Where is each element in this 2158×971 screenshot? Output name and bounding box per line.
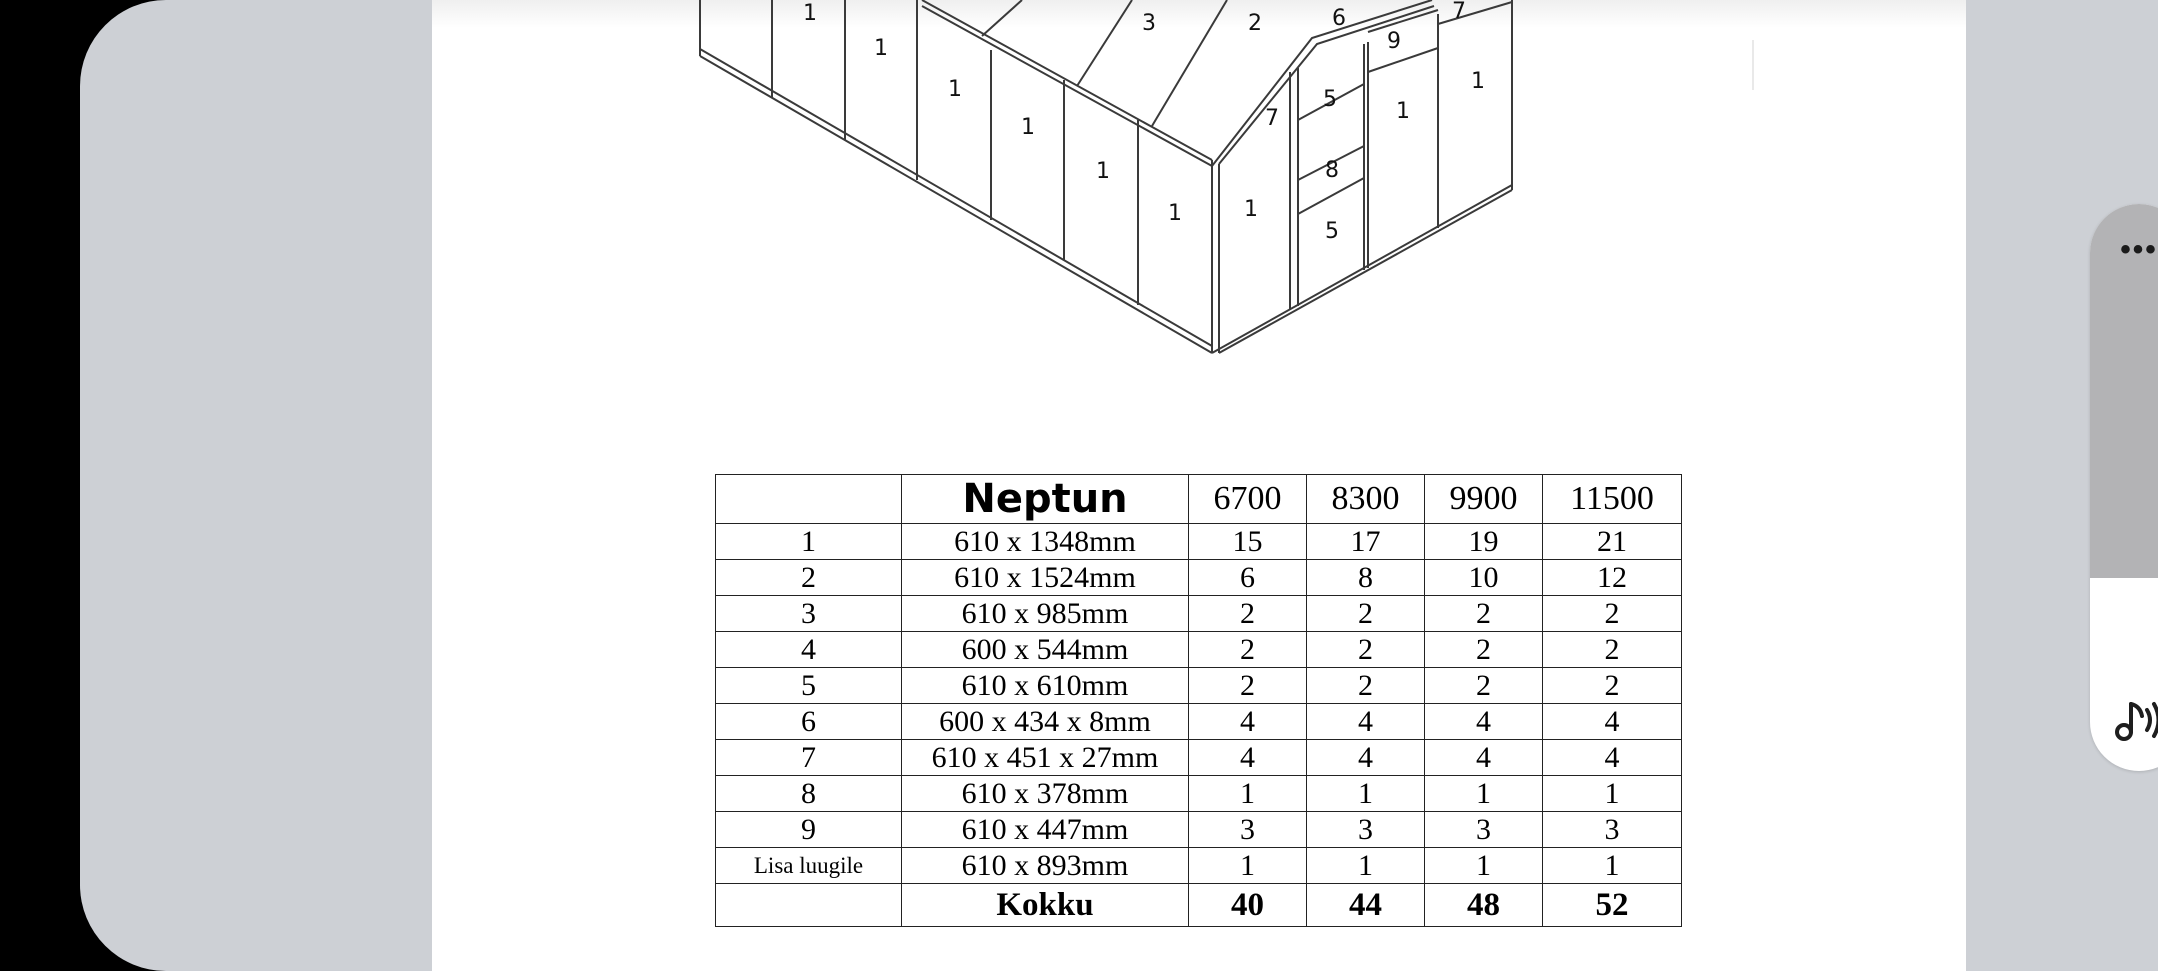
header-size: 11500 <box>1543 475 1682 524</box>
header-size: 6700 <box>1189 475 1307 524</box>
quantity-cell: 3 <box>1307 812 1425 848</box>
quantity-cell: 2 <box>1543 668 1682 704</box>
quantity-cell: 2 <box>1307 632 1425 668</box>
label-roof-2: 2 <box>1248 11 1262 36</box>
label-side-1: 1 <box>948 77 962 102</box>
quantity-cell: 4 <box>1543 740 1682 776</box>
label-door-5-top: 5 <box>1323 87 1337 112</box>
quantity-cell: 1 <box>1543 848 1682 884</box>
table-row <box>716 668 1682 704</box>
table-row <box>716 560 1682 596</box>
quantity-cell: 4 <box>1307 740 1425 776</box>
table-row <box>716 776 1682 812</box>
panel-id-cell: 8 <box>716 776 902 812</box>
more-options-icon[interactable]: ••• <box>2120 233 2158 266</box>
quantity-cell: 3 <box>1189 812 1307 848</box>
table-row <box>716 848 1682 884</box>
panel-dimension-cell: 610 x 985mm <box>902 596 1189 632</box>
total-row <box>716 884 1682 927</box>
quantity-cell: 19 <box>1425 524 1543 560</box>
table-row <box>716 812 1682 848</box>
panel-dimension-cell: 600 x 434 x 8mm <box>902 704 1189 740</box>
table-row <box>716 740 1682 776</box>
quantity-cell: 2 <box>1543 632 1682 668</box>
panel-dimension-cell: 610 x 893mm <box>902 848 1189 884</box>
quantity-cell: 2 <box>1189 668 1307 704</box>
label-door-8: 8 <box>1325 158 1339 183</box>
label-gable-7-right: 7 <box>1452 0 1466 24</box>
quantity-cell: 2 <box>1425 596 1543 632</box>
table-row <box>716 632 1682 668</box>
quantity-cell: 6 <box>1189 560 1307 596</box>
table-header-row <box>716 475 1682 524</box>
table-row <box>716 704 1682 740</box>
quantity-cell: 4 <box>1425 704 1543 740</box>
quantity-cell: 1 <box>1189 776 1307 812</box>
quantity-cell: 1 <box>1307 776 1425 812</box>
quantity-cell: 2 <box>1189 596 1307 632</box>
quantity-cell: 4 <box>1189 704 1307 740</box>
panel-quantity-table <box>715 474 1682 927</box>
panel-id-cell: 7 <box>716 740 902 776</box>
greenhouse-line-art <box>432 0 1966 380</box>
label-roof-3: 3 <box>1142 11 1156 36</box>
quantity-cell: 2 <box>1307 668 1425 704</box>
quantity-cell: 8 <box>1307 560 1425 596</box>
quantity-cell: 4 <box>1189 740 1307 776</box>
quantity-cell: 1 <box>1425 776 1543 812</box>
label-corner: 1 <box>1244 197 1258 222</box>
label-side-top-b: 1 <box>874 36 888 61</box>
quantity-cell: 2 <box>1425 668 1543 704</box>
quantity-cell: 12 <box>1543 560 1682 596</box>
label-side-3: 1 <box>1096 159 1110 184</box>
header-size: 8300 <box>1307 475 1425 524</box>
label-side-2: 1 <box>1021 115 1035 140</box>
volume-panel[interactable] <box>2090 204 2158 771</box>
quantity-cell: 1 <box>1189 848 1307 884</box>
panel-id-cell: Lisa luugile <box>716 848 902 884</box>
panel-dimension-cell: 610 x 447mm <box>902 812 1189 848</box>
panel-dimension-cell: 600 x 544mm <box>902 632 1189 668</box>
device-frame <box>80 0 2158 971</box>
label-side-4: 1 <box>1168 201 1182 226</box>
label-side-top-a: 1 <box>803 1 817 26</box>
table-row <box>716 524 1682 560</box>
total-label: Kokku <box>902 884 1189 927</box>
panel-dimension-cell: 610 x 1348mm <box>902 524 1189 560</box>
header-size: 9900 <box>1425 475 1543 524</box>
total-empty-cell <box>716 884 902 927</box>
panel-id-cell: 6 <box>716 704 902 740</box>
quantity-cell: 3 <box>1543 812 1682 848</box>
quantity-cell: 15 <box>1189 524 1307 560</box>
quantity-cell: 1 <box>1425 848 1543 884</box>
quantity-cell: 17 <box>1307 524 1425 560</box>
quantity-cell: 4 <box>1307 704 1425 740</box>
panel-dimension-cell: 610 x 378mm <box>902 776 1189 812</box>
header-model: Neptun <box>902 475 1189 524</box>
quantity-cell: 1 <box>1307 848 1425 884</box>
panel-id-cell: 3 <box>716 596 902 632</box>
document-page[interactable] <box>432 0 1966 971</box>
label-gable-9: 9 <box>1387 29 1401 54</box>
quantity-cell: 2 <box>1543 596 1682 632</box>
total-cell: 48 <box>1425 884 1543 927</box>
label-door-5-bottom: 5 <box>1325 219 1339 244</box>
page-mark <box>1752 40 1754 90</box>
panel-id-cell: 2 <box>716 560 902 596</box>
quantity-cell: 1 <box>1543 776 1682 812</box>
quantity-cell: 2 <box>1189 632 1307 668</box>
label-gable-6: 6 <box>1332 6 1346 31</box>
panel-id-cell: 9 <box>716 812 902 848</box>
label-front-1-left: 1 <box>1396 99 1410 124</box>
quantity-cell: 10 <box>1425 560 1543 596</box>
panel-id-cell: 5 <box>716 668 902 704</box>
quantity-cell: 2 <box>1307 596 1425 632</box>
greenhouse-drawing <box>432 0 1966 380</box>
total-cell: 44 <box>1307 884 1425 927</box>
quantity-cell: 3 <box>1425 812 1543 848</box>
panel-id-cell: 4 <box>716 632 902 668</box>
panel-dimension-cell: 610 x 610mm <box>902 668 1189 704</box>
panel-dimension-cell: 610 x 1524mm <box>902 560 1189 596</box>
music-note-sound-icon[interactable] <box>2110 692 2158 748</box>
total-cell: 40 <box>1189 884 1307 927</box>
label-front-1-right: 1 <box>1471 69 1485 94</box>
label-gable-7-left: 7 <box>1265 106 1279 131</box>
total-cell: 52 <box>1543 884 1682 927</box>
quantity-cell: 4 <box>1425 740 1543 776</box>
table-row <box>716 596 1682 632</box>
panel-id-cell: 1 <box>716 524 902 560</box>
panel-dimension-cell: 610 x 451 x 27mm <box>902 740 1189 776</box>
quantity-cell: 4 <box>1543 704 1682 740</box>
header-empty-cell <box>716 475 902 524</box>
quantity-cell: 2 <box>1425 632 1543 668</box>
quantity-cell: 21 <box>1543 524 1682 560</box>
